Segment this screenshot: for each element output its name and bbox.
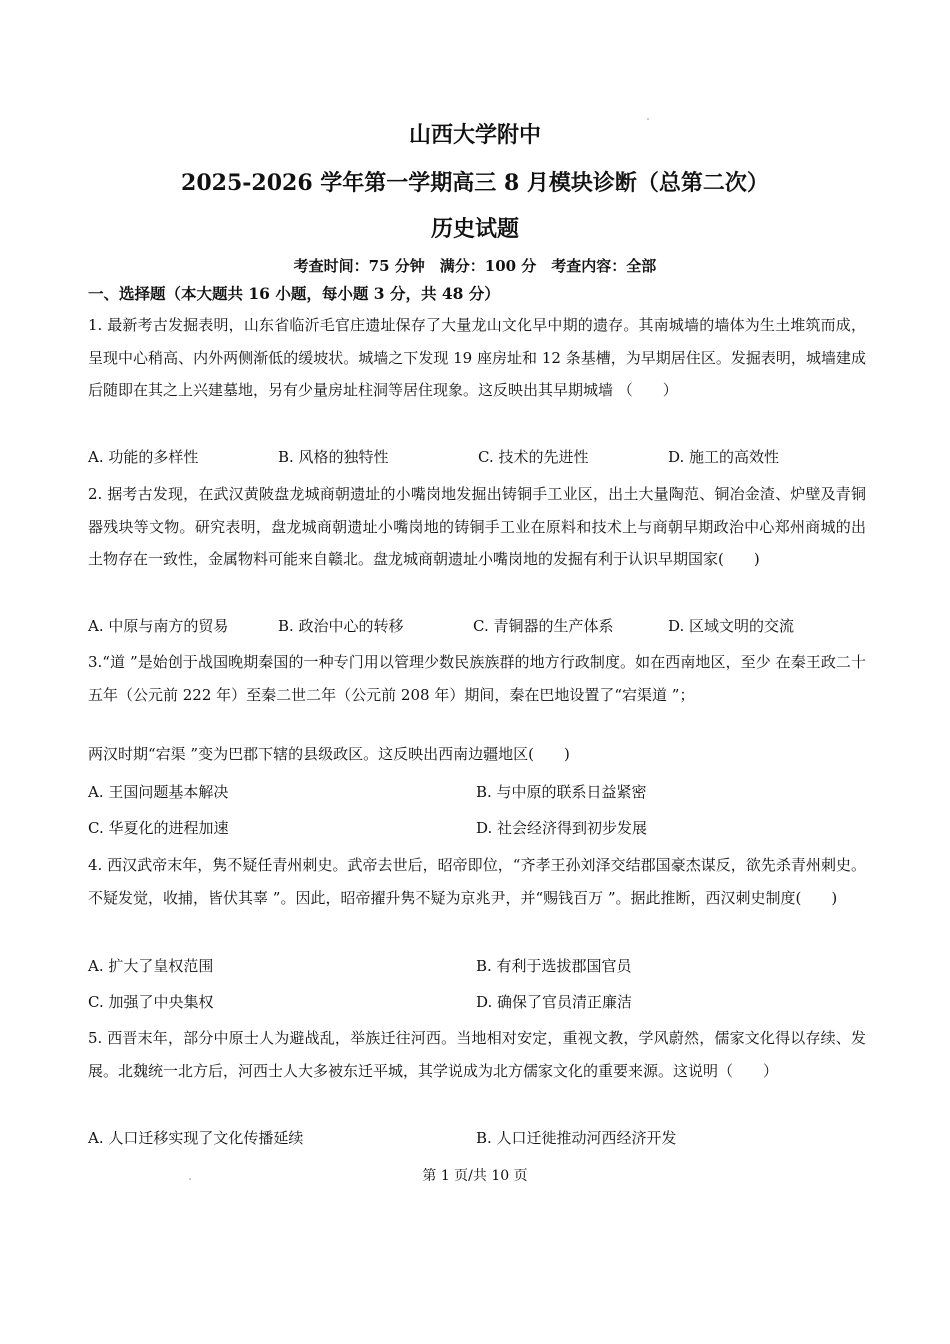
option-b[interactable]: B. 与中原的联系日益紧密 — [476, 783, 647, 801]
option-c[interactable]: C. 青铜器的生产体系 — [473, 617, 614, 635]
option-d[interactable]: D. 社会经济得到初步发展 — [476, 819, 648, 837]
question-stem: 2. 据考古发现，在武汉黄陂盘龙城商朝遗址的小嘴岗地发掘出铸铜手工业区，出土大量陶范、铜冶金渣、炉壁及青铜器残块等文物。研究表明，盘龙城商朝遗址小嘴岗地的铸铜手工业在原料和技术上与商朝早期政治中心郑州商城的出土物存在一致性，金属物料可能来自赣北。盘龙城商朝遗址小嘴岗地的发掘有利于认识早期国家( ) — [88, 485, 866, 568]
section-heading: 一、选择题（本大题共 16 小题，每小题 3 分，共 48 分） — [88, 284, 500, 303]
option-c[interactable]: C. 技术的先进性 — [478, 448, 589, 466]
option-a[interactable]: A. 人口迁移实现了文化传播延续 — [88, 1129, 304, 1147]
exam-meta: 考查时间：75 分钟 满分：100 分 考查内容：全部 — [293, 257, 657, 275]
option-b[interactable]: B. 政治中心的转移 — [278, 617, 404, 635]
page-footer: 第 1 页/共 10 页 — [422, 1168, 528, 1184]
option-d[interactable]: D. 确保了官员清正廉洁 — [476, 993, 633, 1011]
option-a[interactable]: A. 扩大了皇权范围 — [88, 957, 214, 975]
option-a[interactable]: A. 王国问题基本解决 — [88, 783, 229, 801]
school-title: 山西大学附中 — [408, 122, 541, 148]
question-3-continued — [88, 738, 866, 771]
option-d[interactable]: D. 施工的高效性 — [668, 448, 780, 466]
scan-speck — [189, 1178, 191, 1180]
option-a[interactable]: A. 中原与南方的贸易 — [88, 617, 229, 635]
question-1 — [88, 309, 866, 407]
option-c[interactable]: C. 华夏化的进程加速 — [88, 819, 229, 837]
question-stem: 4. 西汉武帝末年，隽不疑任青州刺史。武帝去世后，昭帝即位，“齐孝王孙刘泽交结郡国豪杰谋反，欲先杀青州刺史。不疑发觉，收捕，皆伏其辜 ”。因此，昭帝擢升隽不疑为京兆尹，并“赐钱百万 ”。据此推断，西汉刺史制度( ) — [88, 856, 866, 907]
option-b[interactable]: B. 风格的独特性 — [278, 448, 389, 466]
question-5 — [88, 1022, 866, 1087]
option-a[interactable]: A. 功能的多样性 — [88, 448, 199, 466]
option-d[interactable]: D. 区域文明的交流 — [668, 617, 795, 635]
option-b[interactable]: B. 人口迁徙推动河西经济开发 — [476, 1129, 677, 1147]
subject-title: 历史试题 — [430, 216, 519, 242]
question-stem: 1. 最新考古发掘表明，山东省临沂毛官庄遗址保存了大量龙山文化早中期的遗存。其南城墙的墙体为生土堆筑而成，呈现中心稍高、内外两侧渐低的缓坡状。城墙之下发现 19 座房址和 12 条基槽，为早期居住区。发掘表明，城墙建成后随即在其之上兴建墓地，另有少量房址柱洞等居住现象。这反映出其早期城墙 （ ） — [88, 316, 866, 399]
option-c[interactable]: C. 加强了中央集权 — [88, 993, 214, 1011]
question-3 — [88, 646, 866, 711]
question-stem-part-1: 3.“道 ”是始创于战国晚期秦国的一种专门用以管理少数民族族群的地方行政制度。如在西南地区，至少 在秦王政二十五年（公元前 222 年）至秦二世二年（公元前 208 年）期间，秦在巴地设置了“宕渠道 ”； — [88, 653, 866, 704]
scan-speck — [647, 118, 649, 120]
option-b[interactable]: B. 有利于选拔郡国官员 — [476, 957, 632, 975]
question-stem: 5. 西晋末年，部分中原士人为避战乱，举族迁往河西。当地相对安定，重视文教，学风蔚然，儒家文化得以存续、发展。北魏统一北方后，河西士人大多被东迁平城，其学说成为北方儒家文化的重要来源。这说明（ ） — [88, 1029, 866, 1080]
question-4 — [88, 849, 866, 914]
question-2 — [88, 478, 866, 576]
exam-title: 2025-2026 学年第一学期高三 8 月模块诊断（总第二次） — [181, 170, 769, 196]
question-stem-part-2: 两汉时期“宕渠 ”变为巴郡下辖的县级政区。这反映出西南边疆地区( ) — [88, 745, 570, 763]
